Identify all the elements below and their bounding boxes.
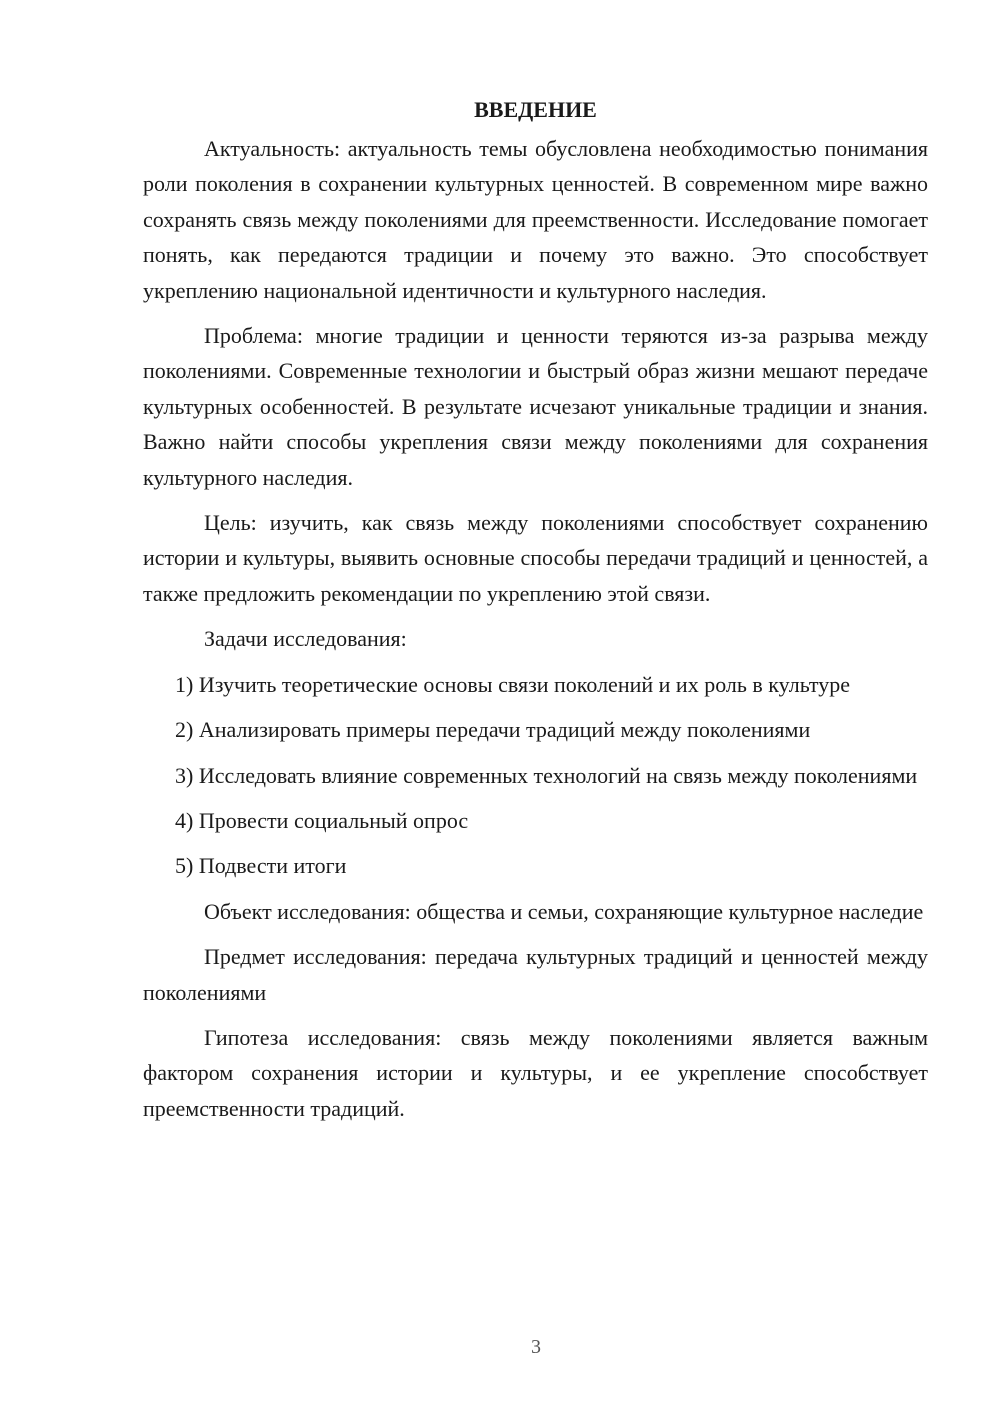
- goal-paragraph: Цель: изучить, как связь между поколениями способствует сохранению истории и культуры, выявить основные способы передачи традиций и ценностей, а также предложить рекомендации по укреплению этой связи.: [143, 510, 928, 606]
- task-item: 3) Исследовать влияние современных технологий на связь между поколениями: [175, 762, 918, 788]
- hypothesis-paragraph: Гипотеза исследования: связь между поколениями является важным фактором сохранения истории и культуры, и ее укрепление способствует преемственности традиций.: [143, 1024, 928, 1121]
- subject-paragraph: Предмет исследования: передача культурных традиций и ценностей между поколениями: [143, 944, 928, 1005]
- section-title: ВВЕДЕНИЕ: [474, 97, 597, 122]
- task-item: 2) Анализировать примеры передачи традиций между поколениями: [175, 717, 811, 743]
- page-number: 3: [531, 1336, 541, 1358]
- task-item: 5) Подвести итоги: [175, 853, 347, 879]
- problem-paragraph: Проблема: многие традиции и ценности теряются из-за разрыва между поколениями. Современные технологии и быстрый образ жизни мешают передаче культурных особенностей. В результате исчезают уникальные традиции и знания. Важно найти способы укрепления связи между поколениями для сохранения культурного наследия.: [143, 323, 928, 490]
- relevance-paragraph: Актуальность: актуальность темы обусловлена необходимостью понимания роли поколения в сохранении культурных ценностей. В современном мире важно сохранять связь между поколениями для преемственности. Исследование помогает понять, как передаются традиции и почему это важно. Это способствует укреплению национальной идентичности и культурного наследия.: [143, 136, 928, 303]
- task-item: 1) Изучить теоретические основы связи поколений и их роль в культуре: [175, 671, 850, 697]
- document-page: [143, 92, 928, 1136]
- task-item: 4) Провести социальный опрос: [175, 807, 469, 833]
- tasks-heading: Задачи исследования:: [204, 626, 407, 652]
- object-paragraph: Объект исследования: общества и семьи, сохраняющие культурное наследие: [204, 898, 924, 924]
